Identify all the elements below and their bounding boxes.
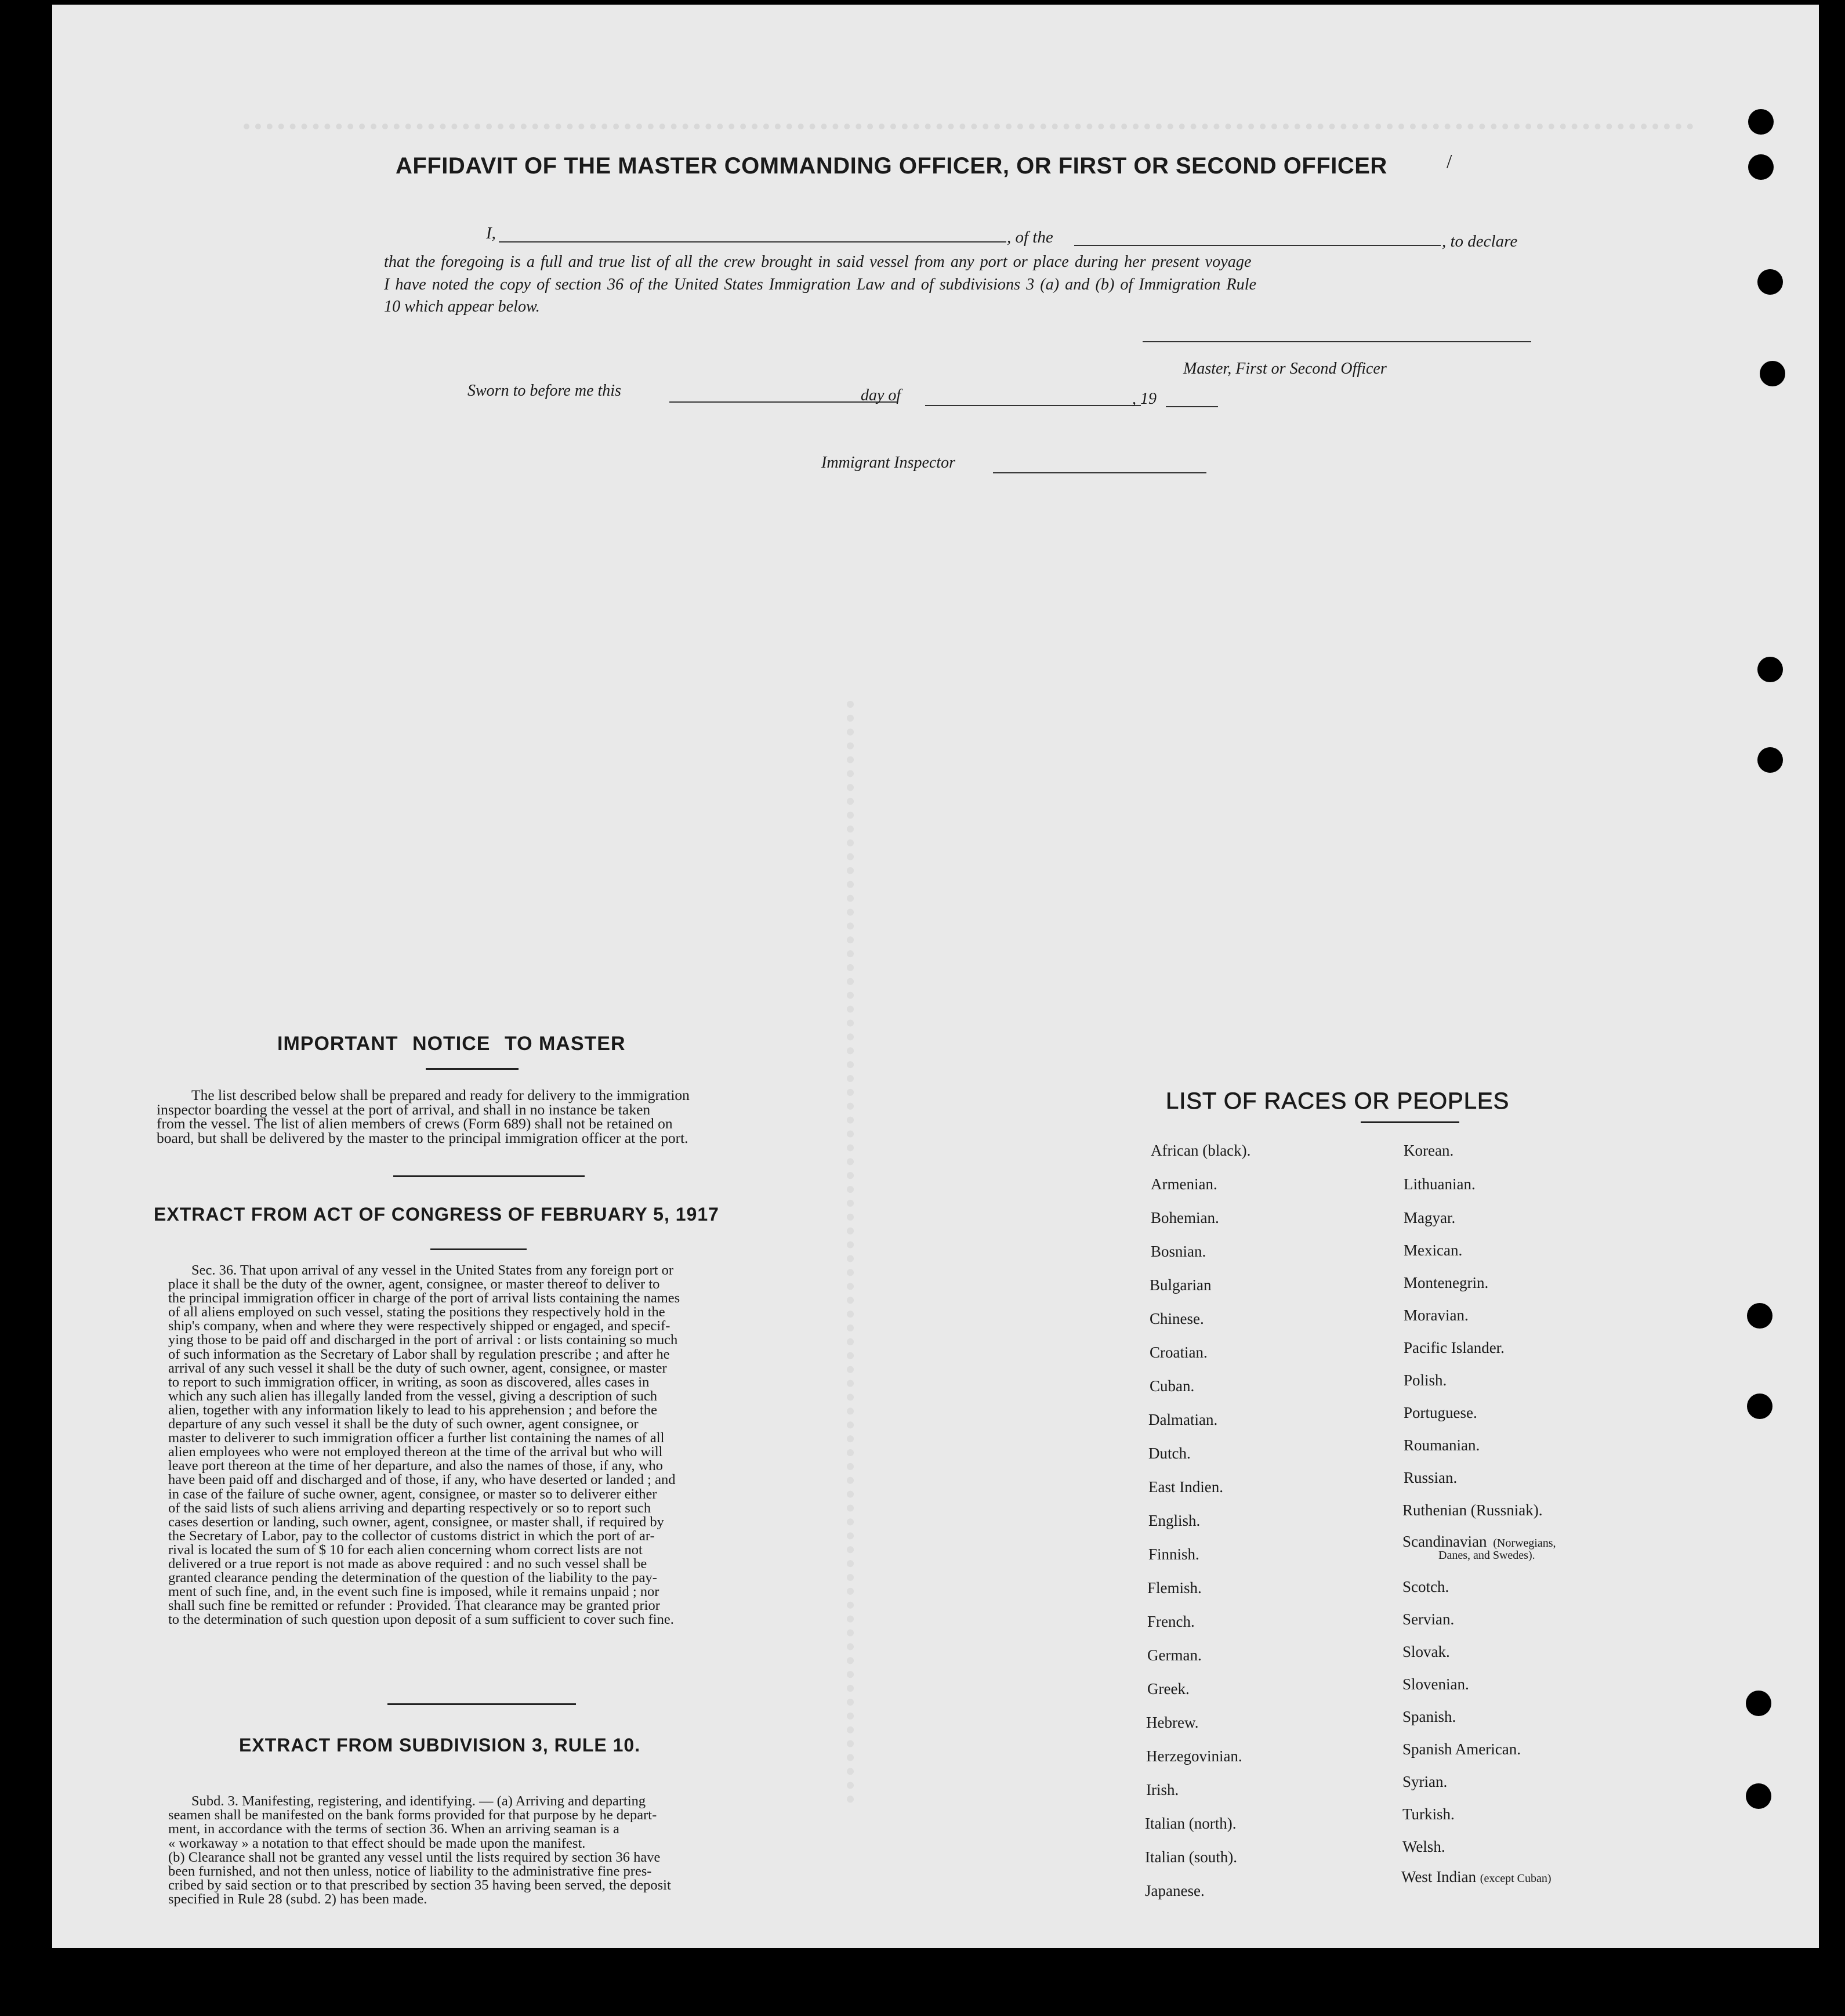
act-line: of all aliens employed on such vessel, stating the positions they respectively hold in the [168, 1304, 665, 1320]
act-line: master to deliverer to such immigration officer a further list containing the names of all [168, 1430, 665, 1446]
signature-field[interactable] [1143, 341, 1531, 342]
binder-hole [1747, 1303, 1772, 1329]
race-item-scandinavian [1402, 1533, 1556, 1551]
rule-line: been furnished, and not then unless, notice of liability to the administrative fine pres- [168, 1863, 652, 1880]
inspector-label: Immigrant Inspector [821, 454, 955, 472]
act-line: alien, together with any information likely to lead to his apprehension ; and before the [168, 1402, 657, 1418]
race-item-west-indian [1401, 1868, 1552, 1886]
notice-line: board, but shall be delivered by the master to the principal immigration officer at the port. [157, 1129, 688, 1146]
act-line: departure of any such vessel it shall be the duty of such owner, agent consignee, or [168, 1416, 639, 1432]
binder-hole [1746, 1783, 1771, 1809]
sworn-year-field[interactable] [1166, 406, 1218, 407]
race-item: Bulgarian [1150, 1276, 1212, 1294]
race-item: Lithuanian. [1404, 1175, 1476, 1193]
notice-underline [426, 1068, 519, 1070]
to-declare-label: , to declare [1442, 232, 1518, 251]
notice-heading-master: TO MASTER [504, 1033, 626, 1055]
act-line: place it shall be the duty of the owner, agent, consignee, or master thereof to deliver to [168, 1276, 660, 1293]
rule-line: seamen shall be manifested on the bank forms provided for that purpose by he depart- [168, 1807, 657, 1823]
act-line: alien employees who were not employed thereon at the time of the arrival but who will [168, 1444, 663, 1460]
bleed-through-heading [244, 124, 1694, 144]
affidavit-title: AFFIDAVIT OF THE MASTER COMMANDING OFFICER, OR FIRST OR SECOND OFFICER [396, 153, 1387, 179]
signature-label: Master, First or Second Officer [1183, 360, 1387, 378]
race-note: (Norwegians, [1493, 1537, 1556, 1550]
i-label: I, [486, 224, 496, 243]
race-item: German. [1147, 1646, 1202, 1664]
binder-hole [1748, 154, 1774, 180]
race-item: East Indien. [1148, 1478, 1223, 1496]
rule-line: « workaway » a notation to that effect should be made upon the manifest. [168, 1835, 586, 1851]
act-line: granted clearance pending the determination of the question of the liability to the pay- [168, 1570, 657, 1586]
race-item: Spanish. [1402, 1708, 1456, 1725]
race-item: Flemish. [1147, 1579, 1202, 1597]
notice-heading-notice: NOTICE [412, 1033, 491, 1055]
act-line: of the said lists of such aliens arriving and departing respectively or so to report such [168, 1500, 651, 1516]
race-item: Syrian. [1402, 1773, 1448, 1790]
binder-hole [1746, 1691, 1771, 1716]
notice-heading-important: IMPORTANT [277, 1033, 398, 1055]
race-item: Pacific Islander. [1404, 1339, 1505, 1356]
races-underline [1361, 1121, 1459, 1123]
race-item: Turkish. [1402, 1805, 1455, 1823]
race-note: (except Cuban) [1480, 1872, 1552, 1885]
race-item: Greek. [1147, 1680, 1190, 1698]
sworn-label: Sworn to before me this [467, 382, 621, 400]
rule-heading: EXTRACT FROM SUBDIVISION 3, RULE 10. [239, 1735, 641, 1756]
race-item: Cuban. [1150, 1377, 1195, 1395]
race-item: Polish. [1404, 1371, 1447, 1389]
affidavit-line-1: that the foregoing is a full and true list of all the crew brought in said vessel from any port or place during her present voyage [384, 253, 1252, 271]
act-line: ment of such fine, and, in the event such fine is imposed, while it remains unpaid ; nor [168, 1584, 659, 1600]
sworn-month-field[interactable] [925, 405, 1141, 406]
notice-line: from the vessel. The list of alien members of crews (Form 689) shall not be retained on [157, 1115, 673, 1132]
act-line: the principal immigration officer in charge of the port of arrival lists containing the names [168, 1290, 680, 1306]
race-item: West Indian [1401, 1868, 1477, 1885]
race-item: Croatian. [1150, 1344, 1208, 1361]
race-item: Hebrew. [1146, 1714, 1199, 1731]
rule-line: specified in Rule 28 (subd. 2) has been made. [168, 1891, 427, 1908]
act-paragraph [168, 1264, 893, 1627]
binder-hole [1760, 361, 1785, 386]
race-item: Scotch. [1402, 1578, 1449, 1595]
act-line: delivered or a true report is not made as above required : and no such vessel shall be [168, 1555, 647, 1572]
race-item: Finnish. [1148, 1546, 1199, 1563]
act-divider [387, 1703, 576, 1705]
race-item: Servian. [1402, 1610, 1455, 1628]
rule-line: Subd. 3. Manifesting, registering, and identifying. — (a) Arriving and departing [191, 1793, 646, 1809]
vessel-field[interactable] [1074, 245, 1441, 246]
act-line: cases desertion or landing, such owner, agent, consignee, or master shall, if required by [168, 1514, 664, 1530]
act-line: of such information as the Secretary of Labor shall by regulation prescribe ; and after he [168, 1346, 670, 1362]
race-item: Chinese. [1150, 1310, 1204, 1327]
race-item: Dutch. [1148, 1445, 1191, 1462]
race-item: Japanese. [1145, 1882, 1205, 1899]
binder-hole [1757, 269, 1783, 295]
rule-line: (b) Clearance shall not be granted any vessel until the lists required by section 36 have [168, 1849, 661, 1865]
race-item: Bohemian. [1151, 1209, 1219, 1226]
race-item: Scandinavian [1402, 1533, 1487, 1550]
binder-hole [1748, 109, 1774, 135]
act-underline [430, 1248, 527, 1250]
act-line: to the determination of such question upon deposit of a sum sufficient to cover such fine. [168, 1612, 674, 1628]
race-item: Welsh. [1402, 1838, 1445, 1855]
act-line: arrival of any such vessel it shall be the duty of such owner, agent, consignee, or master [168, 1360, 667, 1376]
race-item: Herzegovinian. [1146, 1747, 1242, 1765]
race-item: African (black). [1151, 1142, 1251, 1159]
name-field[interactable] [499, 241, 1006, 243]
act-line: rival is located the sum of $ 10 for each alien concerning whom correct lists are not [168, 1541, 643, 1558]
act-line: leave port thereon at the time of her departure, and also the names of those, if any, who [168, 1458, 663, 1474]
act-line: have been paid off and discharged and of those, if any, who have deserted or landed ; and [168, 1472, 676, 1488]
act-line: which any such alien has illegally landed from the vessel, giving a description of such [168, 1388, 657, 1404]
notice-heading [277, 1033, 626, 1055]
rule-line: ment, in accordance with the terms of section 36. When an arriving seaman is a [168, 1821, 619, 1837]
binder-hole [1757, 747, 1783, 773]
affidavit-line-2: I have noted the copy of section 36 of the United States Immigration Law and of subdivisions 3 (a) and (b) of Immigration Rule [384, 276, 1257, 294]
race-item: Portuguese. [1404, 1404, 1477, 1421]
act-line: in case of the failure of suche owner, agent, consignee, or master so to deliverer either [168, 1486, 657, 1502]
year-label: , 19 [1132, 390, 1157, 408]
race-item: Ruthenian (Russniak). [1402, 1501, 1543, 1519]
race-item: Korean. [1404, 1142, 1454, 1159]
race-item: French. [1147, 1613, 1195, 1630]
race-item: Bosnian. [1151, 1243, 1206, 1260]
race-item: Slovak. [1402, 1643, 1450, 1660]
race-item: Slovenian. [1402, 1675, 1469, 1693]
act-line: ship's company, when and where they were respectively shipped or engaged, and specif- [168, 1318, 670, 1334]
act-line: Sec. 36. That upon arrival of any vessel in the United States from any foreign port or [191, 1262, 673, 1278]
inspector-field[interactable] [993, 472, 1206, 473]
page-mark: / [1447, 151, 1452, 172]
day-of-label: day of [861, 386, 901, 404]
rule-paragraph [168, 1794, 893, 1907]
binder-hole [1757, 657, 1783, 682]
act-line: the Secretary of Labor, pay to the collector of customs district in which the port of ar- [168, 1528, 655, 1544]
form-page [52, 5, 1819, 1948]
race-item: Magyar. [1404, 1209, 1456, 1226]
notice-line: The list described below shall be prepared and ready for delivery to the immigration [191, 1087, 690, 1103]
of-the-label: , of the [1007, 228, 1053, 247]
notice-line: inspector boarding the vessel at the port of arrival, and shall in no instance be taken [157, 1101, 651, 1118]
race-item: Spanish American. [1402, 1740, 1521, 1758]
race-item: English. [1148, 1512, 1201, 1529]
race-item: Irish. [1146, 1781, 1179, 1798]
act-line: shall such fine be remitted or refunder : Provided. That clearance may be granted prior [168, 1598, 660, 1614]
race-note: Danes, and Swedes). [1438, 1549, 1535, 1562]
rule-line: cribed by said section or to that prescribed by section 35 having been served, the deposit [168, 1877, 671, 1894]
race-item: Italian (north). [1145, 1815, 1237, 1832]
act-line: to report to such immigration officer, in writing, as soon as discovered, alles cases in [168, 1374, 650, 1390]
race-item: Moravian. [1404, 1306, 1469, 1324]
notice-divider [393, 1175, 585, 1177]
notice-paragraph [157, 1088, 882, 1145]
race-item: Mexican. [1404, 1242, 1463, 1259]
race-item: Dalmatian. [1148, 1411, 1218, 1428]
race-item: Russian. [1404, 1469, 1458, 1486]
races-heading: LIST OF RACES OR PEOPLES [1166, 1088, 1510, 1114]
race-item: Italian (south). [1145, 1848, 1237, 1866]
affidavit-line-3: 10 which appear below. [384, 298, 540, 316]
bleed-through-vertical [847, 701, 877, 1803]
binder-hole [1747, 1394, 1772, 1419]
act-heading: EXTRACT FROM ACT OF CONGRESS OF FEBRUARY 5, 1917 [154, 1204, 719, 1225]
race-item: Roumanian. [1404, 1436, 1480, 1454]
act-line: ying those to be paid off and discharged in the port of arrival : or lists containing so much [168, 1332, 678, 1348]
race-item: Montenegrin. [1404, 1274, 1489, 1291]
race-item: Armenian. [1151, 1175, 1217, 1193]
